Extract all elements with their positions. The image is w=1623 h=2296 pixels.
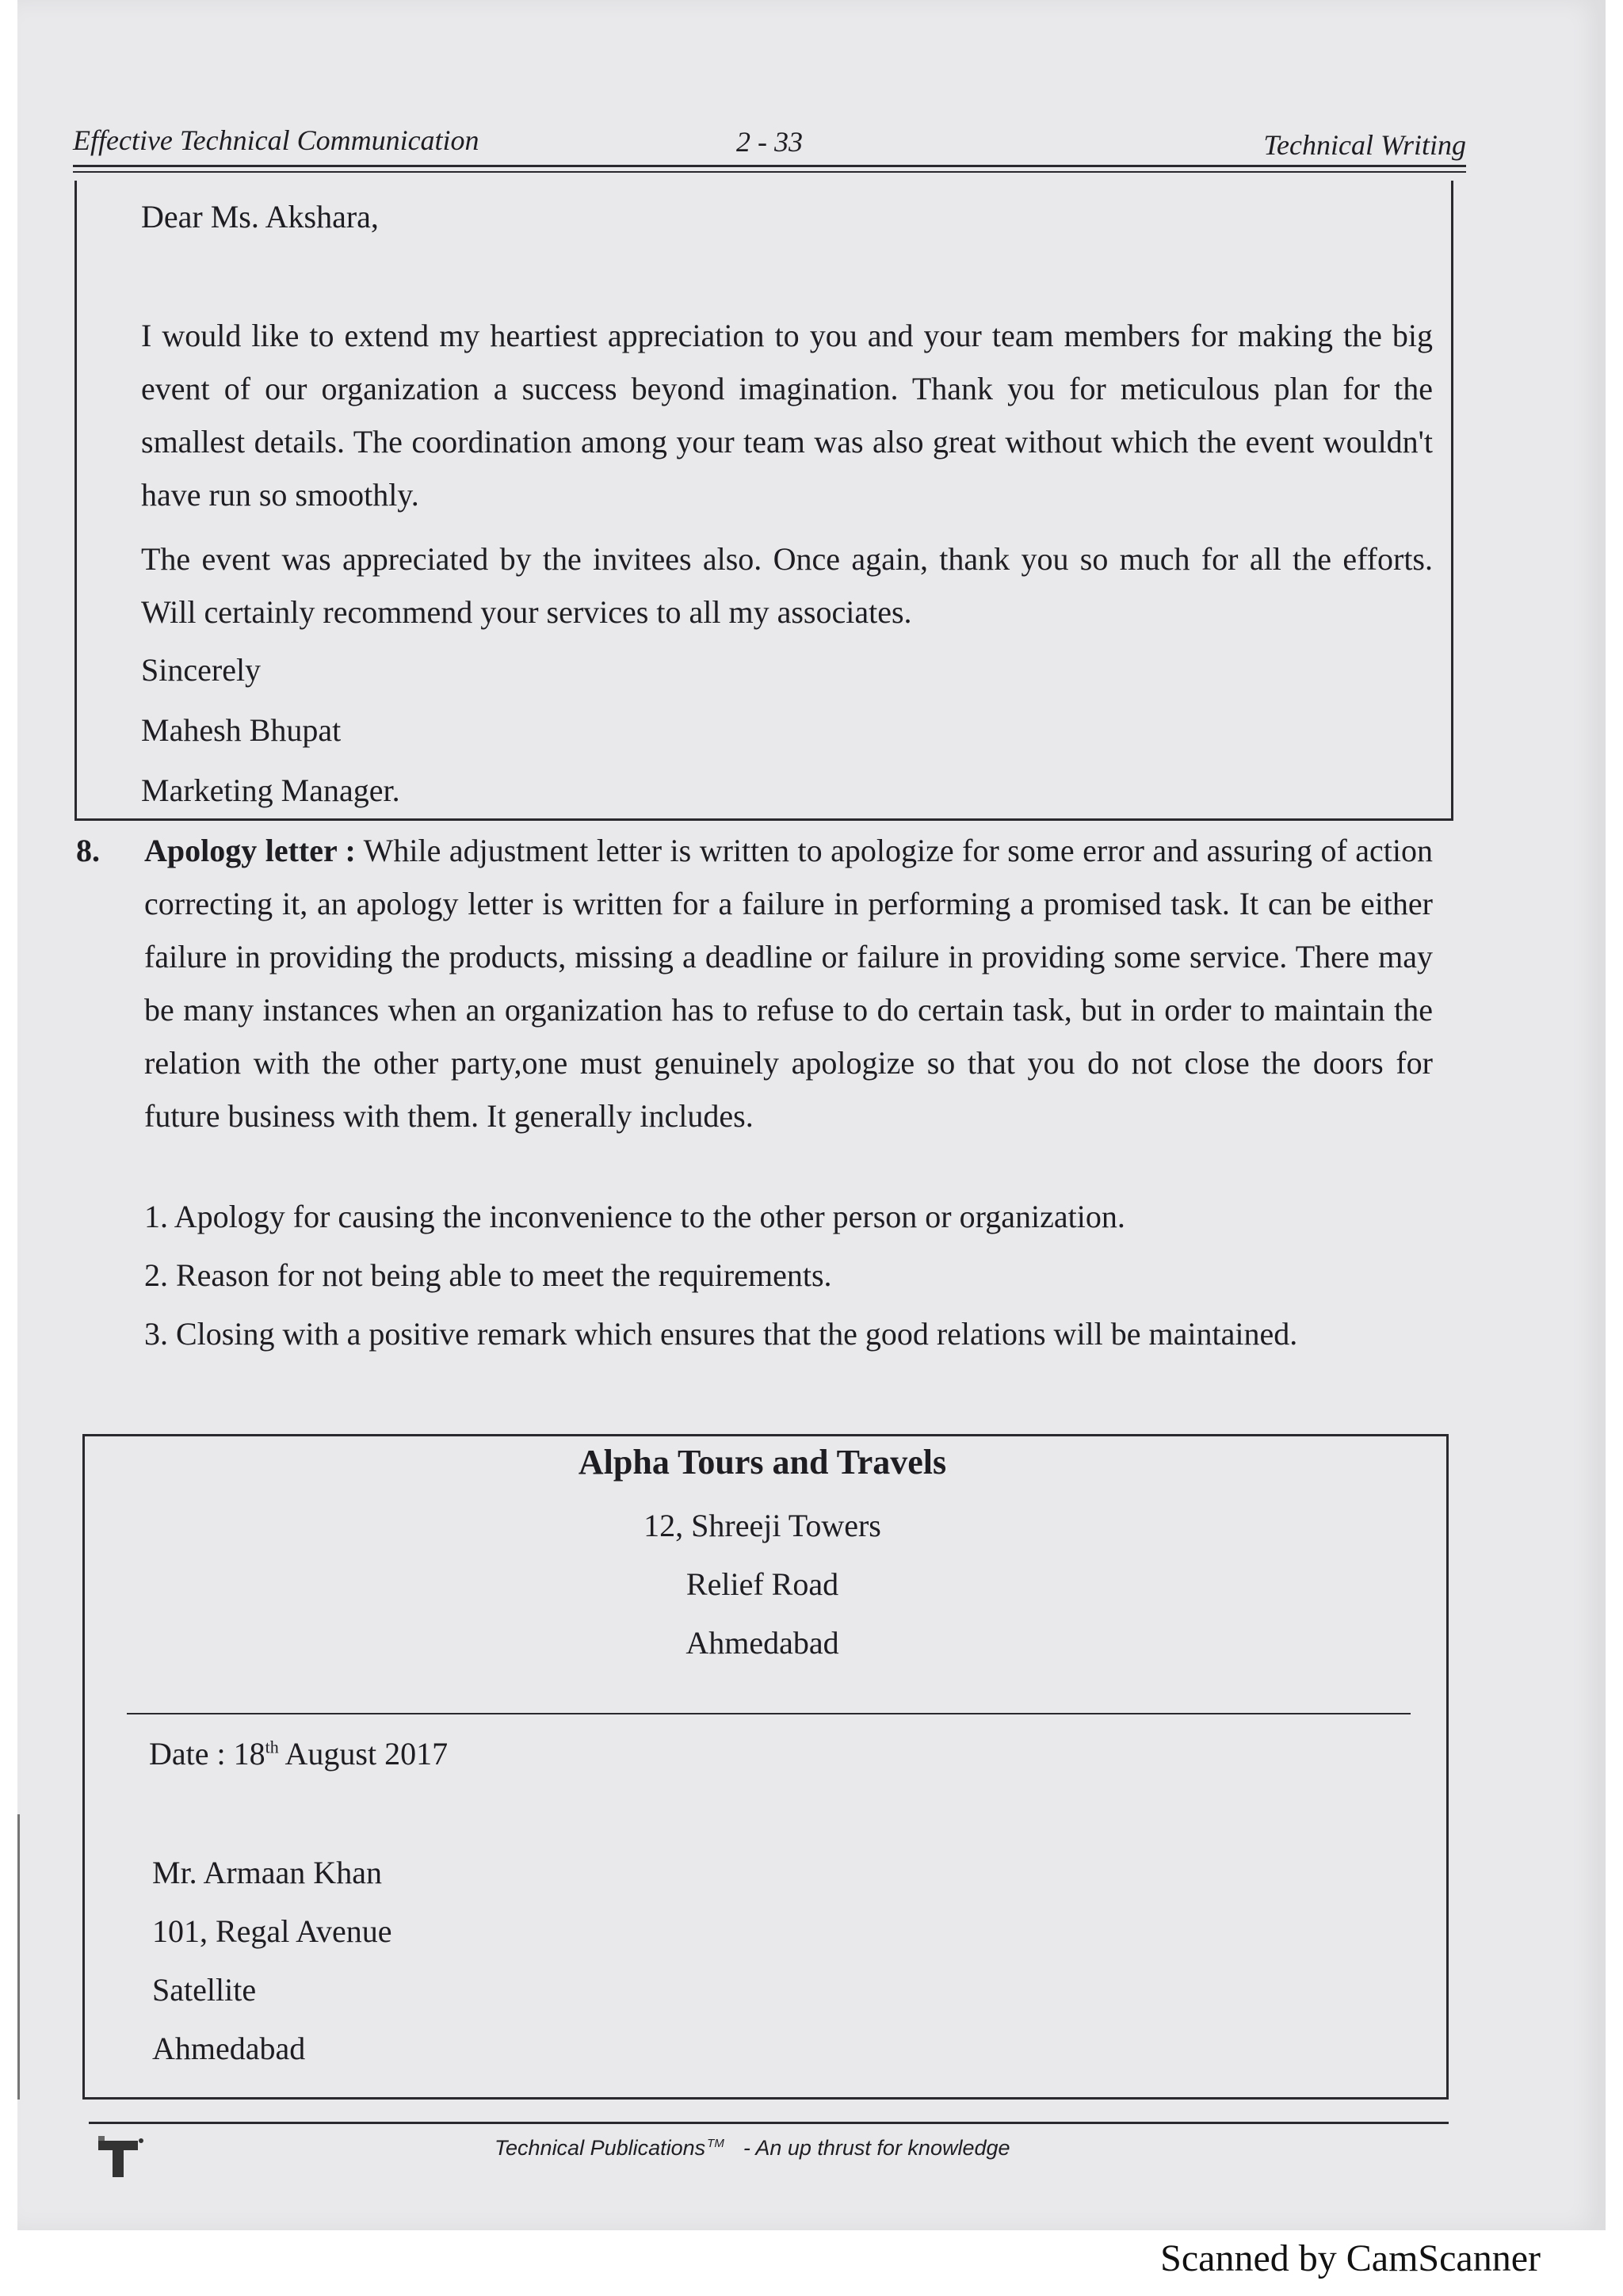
section-number: 8.	[76, 833, 100, 868]
address-line: Relief Road	[685, 1566, 839, 1602]
header-rule	[73, 165, 1466, 167]
letter-paragraph: The event was appreciated by the invitees also. Once again, thank you so much for all the efforts. Will certainly recommend your services to all my associates.	[141, 541, 1433, 630]
letter-date	[149, 1735, 448, 1772]
list-item: 1. Apology for causing the inconvenience to the other person or organization.	[144, 1199, 1125, 1234]
signer-title: Marketing Manager.	[141, 772, 400, 808]
date-rest: August 2017	[278, 1736, 449, 1772]
salutation: Dear Ms. Akshara,	[141, 199, 379, 235]
recipient-line: Ahmedabad	[152, 2031, 306, 2066]
trademark: TM	[707, 2137, 724, 2150]
publisher-name: Technical Publications	[495, 2136, 706, 2160]
letter-paragraph: I would like to extend my heartiest appreciation to you and your team members for making the big event of our organization a success beyond imagination. Thank you for meticulous plan for the smallest details. The coordination among your team was also great without which the event wouldn't have run so smoothly.	[141, 318, 1433, 513]
book-title: Effective Technical Communication	[73, 124, 479, 156]
date-prefix: Date : 18	[149, 1736, 265, 1772]
section-body	[144, 824, 1433, 1142]
section-term: Apology letter :	[144, 833, 356, 868]
recipient-line: Satellite	[152, 1972, 257, 2008]
publisher-logo-icon	[95, 2133, 146, 2183]
chapter-title: Technical Writing	[1263, 129, 1466, 161]
scan-edge-mark	[17, 1814, 20, 2100]
address-line: 12, Shreeji Towers	[643, 1508, 881, 1543]
letterhead-rule	[127, 1713, 1411, 1714]
list-item: 2. Reason for not being able to meet the requirements.	[144, 1257, 832, 1293]
section-text: While adjustment letter is written to apologize for some error and assuring of action correcting it, an apology letter is written for a failure in performing a promised task. It can be either failure in providing the products, missing a deadline or failure in providing some service. There may be many instances when an organization has to refuse to do certain task, but in order to maintain the relation with the other party,one must genuinely apologize so that you do not close the doors for future business with them. It generally includes.	[144, 833, 1434, 1134]
page-number: 2 - 33	[736, 126, 803, 158]
company-name: Alpha Tours and Travels	[578, 1443, 947, 1482]
running-header	[73, 119, 1466, 166]
footer-text	[495, 2136, 1010, 2161]
list-item: 3. Closing with a positive remark which ensures that the good relations will be maintained.	[144, 1316, 1298, 1352]
footer-rule	[89, 2122, 1449, 2124]
recipient-line: Mr. Armaan Khan	[152, 1855, 382, 1890]
signer-name: Mahesh Bhupat	[141, 712, 342, 748]
header-rule-double	[73, 171, 1466, 173]
recipient-line: 101, Regal Avenue	[152, 1913, 392, 1949]
address-line: Ahmedabad	[685, 1625, 839, 1661]
scanner-watermark: Scanned by CamScanner	[1160, 2237, 1541, 2279]
date-ordinal: th	[265, 1737, 279, 1757]
publisher-tagline: - An up thrust for knowledge	[743, 2136, 1010, 2160]
closing: Sincerely	[141, 652, 262, 688]
